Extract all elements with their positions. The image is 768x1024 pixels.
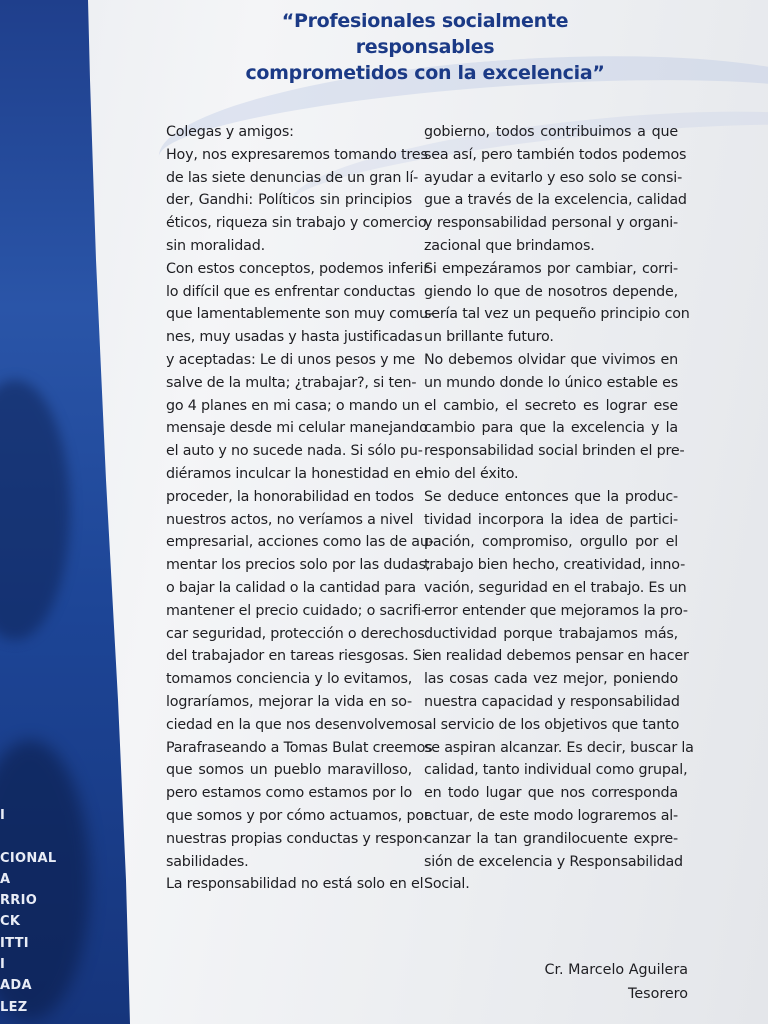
text-line: Parafraseando a Tomas Bulat creemos	[166, 739, 433, 756]
text-line: sión de excelencia y Responsabilidad	[424, 853, 683, 870]
text-line: No debemos olvidar que vivimos en	[424, 351, 678, 368]
text-line: mentar los precios solo por las dudas;	[166, 557, 431, 574]
text-line: trabajo bien hecho, creatividad, inno-	[424, 557, 686, 574]
text-line: giendo lo que de nosotros depende,	[424, 283, 678, 300]
text-line: las cosas cada vez mejor, poniendo	[424, 671, 678, 688]
text-line: ductividad porque trabajamos más,	[424, 625, 678, 642]
text-line: y responsabilidad personal y organi-	[424, 215, 678, 232]
text-line: o bajar la calidad o la cantidad para	[166, 579, 416, 596]
text-line: pación, compromiso, orgullo por el	[424, 534, 678, 551]
sidebar-fragment: A	[0, 871, 11, 887]
title-line-1: “Profesionales socialmente responsables	[281, 10, 569, 58]
text-line: canzar la tan grandilocuente expre-	[424, 830, 678, 847]
text-line: que somos y por cómo actuamos, por	[166, 807, 430, 824]
text-line: que somos un pueblo maravilloso,	[166, 762, 412, 779]
text-line: sería tal vez un pequeño principio con	[424, 306, 690, 323]
signature-block	[544, 958, 688, 1006]
body-column-right	[424, 121, 694, 896]
text-line: Si empezáramos por cambiar, corri-	[424, 260, 678, 277]
text-line: proceder, la honorabilidad en todos	[166, 488, 414, 505]
text-line: tomamos conciencia y lo evitamos,	[166, 671, 413, 688]
text-line: gue a través de la excelencia, calidad	[424, 192, 687, 209]
text-line: pero estamos como estamos por lo	[166, 785, 412, 802]
text-line: zacional que brindamos.	[424, 237, 595, 254]
text-line: go 4 planes en mi casa; o mando un	[166, 397, 420, 414]
text-line: nuestra capacidad y responsabilidad	[424, 693, 680, 710]
text-line: vación, seguridad en el trabajo. Es un	[424, 579, 687, 596]
text-line: diéramos inculcar la honestidad en el	[166, 465, 428, 482]
sidebar-fragment: ADA	[0, 978, 32, 994]
text-line: sabilidades.	[166, 853, 249, 870]
title-line-2: comprometidos con la excelencia”	[245, 62, 605, 84]
text-line: que lamentablemente son muy comu-	[166, 306, 433, 323]
text-line: mantener el precio cuidado; o sacrifi-	[166, 602, 426, 619]
text-line: gobierno, todos contribuimos a que	[424, 124, 678, 140]
text-line: el cambio, el secreto es lograr ese	[424, 397, 678, 414]
sidebar-fragment: I	[0, 808, 6, 823]
sidebar-fragment: ITTI	[0, 935, 29, 951]
text-line: calidad, tanto individual como grupal,	[424, 762, 688, 779]
text-line: y aceptadas: Le di unos pesos y me	[166, 351, 416, 368]
text-line: empresarial, acciones como las de au-	[166, 534, 434, 551]
text-line: mio del éxito.	[424, 465, 519, 482]
text-line: actuar, de este modo lograremos al-	[424, 807, 679, 824]
text-line: nuestras propias conductas y respon-	[166, 830, 428, 847]
text-line: Social.	[424, 876, 470, 893]
text-line: Se deduce entonces que la produc-	[424, 488, 678, 505]
text-line: al servicio de los objetivos que tanto	[424, 716, 680, 733]
sidebar-fragment: LEZ	[0, 999, 28, 1015]
text-line: nuestros actos, no veríamos a nivel	[166, 511, 414, 528]
sidebar-fragment	[0, 826, 60, 847]
text-line: La responsabilidad no está solo en el	[166, 876, 424, 893]
text-line: del trabajador en tareas riesgosas. Si	[166, 648, 426, 665]
text-line: ciedad en la que nos desenvolvemos.	[166, 716, 429, 733]
text-line: ayudar a evitarlo y eso solo se consi-	[424, 169, 683, 186]
signature-name: Cr. Marcelo Aguilera	[544, 962, 688, 978]
sidebar-fragments	[0, 805, 60, 1018]
text-line: un mundo donde lo único estable es	[424, 374, 678, 391]
text-line: un brillante futuro.	[424, 329, 554, 346]
sidebar-fragment: I	[0, 957, 6, 973]
text-line: sea así, pero también todos podemos	[424, 146, 687, 163]
text-line: car seguridad, protección o derechos	[166, 625, 425, 642]
text-line: en realidad debemos pensar en hacer	[424, 648, 689, 665]
text-line: error entender que mejoramos la pro-	[424, 602, 688, 619]
text-line: sin moralidad.	[166, 237, 265, 254]
body-column-left	[166, 121, 434, 896]
text-line: nes, muy usadas y hasta justificadas	[166, 329, 423, 346]
sidebar-fragment: RRIO	[0, 893, 38, 909]
text-line: lograríamos, mejorar la vida en so-	[166, 693, 412, 710]
text-line: salve de la multa; ¿trabajar?, si ten-	[166, 374, 417, 391]
sidebar-fragment: CK	[0, 914, 21, 930]
page-title	[240, 8, 610, 86]
text-line: responsabilidad social brinden el pre-	[424, 443, 685, 460]
text-line: se aspiran alcanzar. Es decir, buscar la	[424, 739, 694, 756]
text-line: el auto y no sucede nada. Si sólo pu-	[166, 443, 423, 460]
text-line: de las siete denuncias de un gran lí-	[166, 169, 419, 186]
text-line: Con estos conceptos, podemos inferir	[166, 260, 429, 277]
text-line: en todo lugar que nos corresponda	[424, 785, 678, 802]
text-line: éticos, riqueza sin trabajo y comercio	[166, 215, 427, 232]
text-line: lo difícil que es enfrentar conductas	[166, 283, 416, 300]
text-line: mensaje desde mi celular manejando	[166, 420, 428, 437]
text-line: Hoy, nos expresaremos tomando tres	[166, 146, 428, 163]
signature-role: Tesorero	[628, 986, 688, 1002]
text-line: Colegas y amigos:	[166, 124, 294, 140]
text-line: cambio para que la excelencia y la	[424, 420, 678, 437]
sidebar-fragment: CIONAL	[0, 850, 57, 866]
text-line: der, Gandhi: Políticos sin principios	[166, 192, 412, 209]
text-line: tividad incorpora la idea de partici-	[424, 511, 678, 528]
